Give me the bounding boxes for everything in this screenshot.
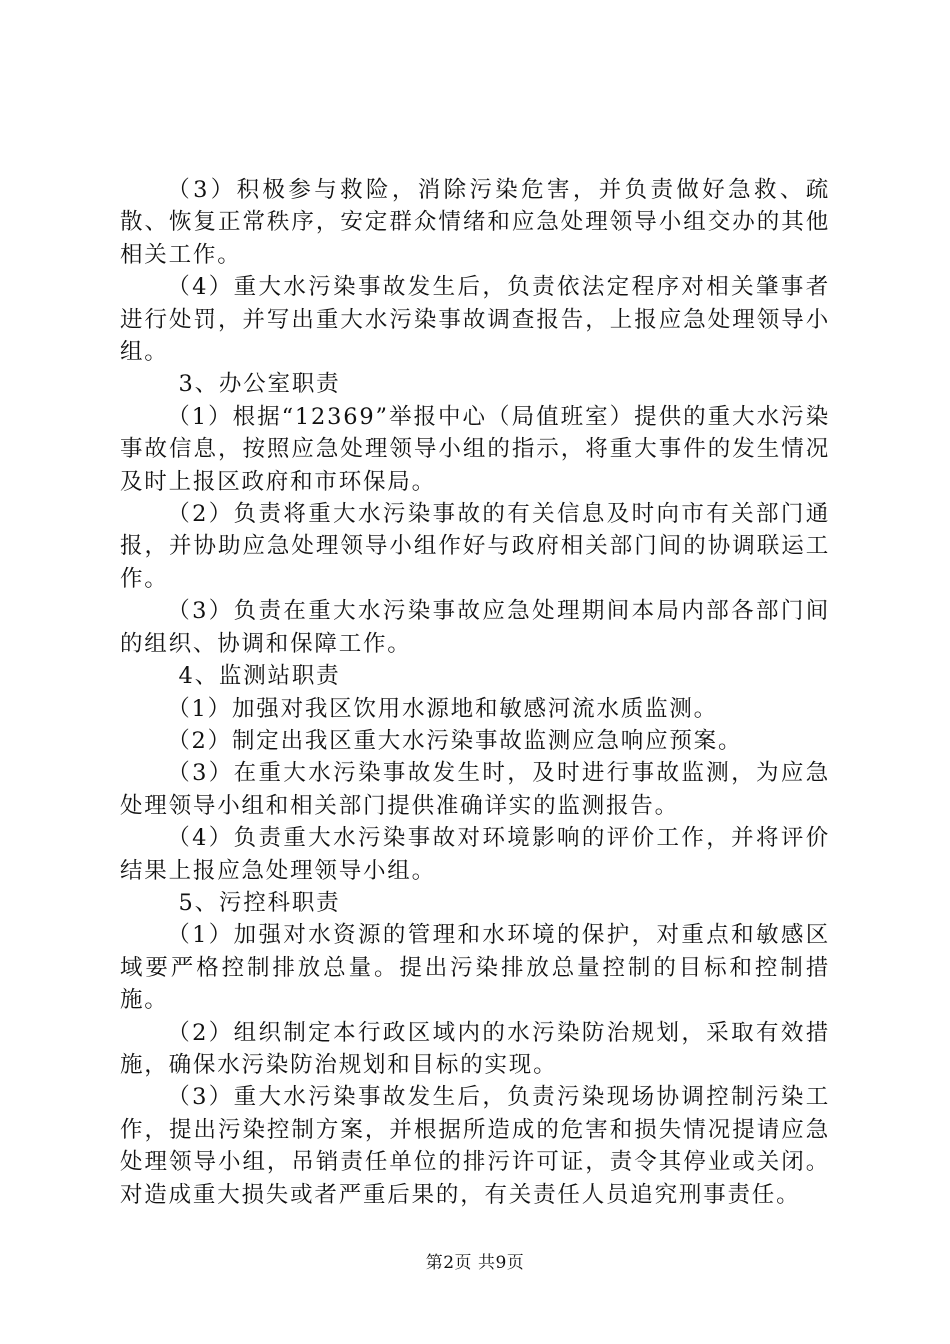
paragraph-item: （1）加强对水资源的管理和水环境的保护，对重点和敏感区域要严格控制排放总量。提出污染排放总量控制的目标和控制措施。 [120,922,830,1014]
paragraph-item: （2）组织制定本行政区域内的水污染防治规划，采取有效措施，确保水污染防治规划和目标的实现。 [120,1019,830,1078]
paragraph-item: （2）制定出我区重大水污染事故监测应急响应预案。 [167,727,743,754]
paragraph-item: （1）根据“12369”举报中心（局值班室）提供的重大水污染事故信息，按照应急处理领导小组的指示，将重大事件的发生情况及时上报区政府和市环保局。 [120,403,830,495]
paragraph-item: （3）负责在重大水污染事故应急处理期间本局内部各部门间的组织、协调和保障工作。 [120,598,830,657]
section-heading: 3、办公室职责 [178,371,341,398]
paragraph-item: （2）负责将重大水污染事故的有关信息及时向市有关部门通报，并协助应急处理领导小组作好与政府相关部门间的协调联运工作。 [120,501,830,592]
document-body [120,174,830,1211]
paragraph-item: （3）重大水污染事故发生后，负责污染现场协调控制污染工作，提出污染控制方案，并根据所造成的危害和损失情况提请应急处理领导小组，吊销责任单位的排污许可证，责令其停业或关闭。对造成重大损失或者严重后果的，有关责任人员追究刑事责任。 [120,1084,830,1208]
section-heading: 4、监测站职责 [178,663,341,690]
paragraph-item: （3）积极参与救险，消除污染危害，并负责做好急救、疏散、恢复正常秩序，安定群众情绪和应急处理领导小组交办的其他相关工作。 [120,177,830,268]
paragraph-item: （1）加强对我区饮用水源地和敏感河流水质监测。 [167,695,718,722]
paragraph-item: （4）负责重大水污染事故对环境影响的评价工作，并将评价结果上报应急处理领导小组。 [120,825,830,884]
paragraph-item: （3）在重大水污染事故发生时，及时进行事故监测，为应急处理领导小组和相关部门提供准确详实的监测报告。 [120,760,830,819]
paragraph-item: （4）重大水污染事故发生后，负责依法定程序对相关肇事者进行处罚，并写出重大水污染事故调查报告，上报应急处理领导小组。 [120,274,830,366]
page-number-footer: 第2页 共9页 [425,1253,525,1273]
section-heading: 5、污控科职责 [178,889,341,916]
